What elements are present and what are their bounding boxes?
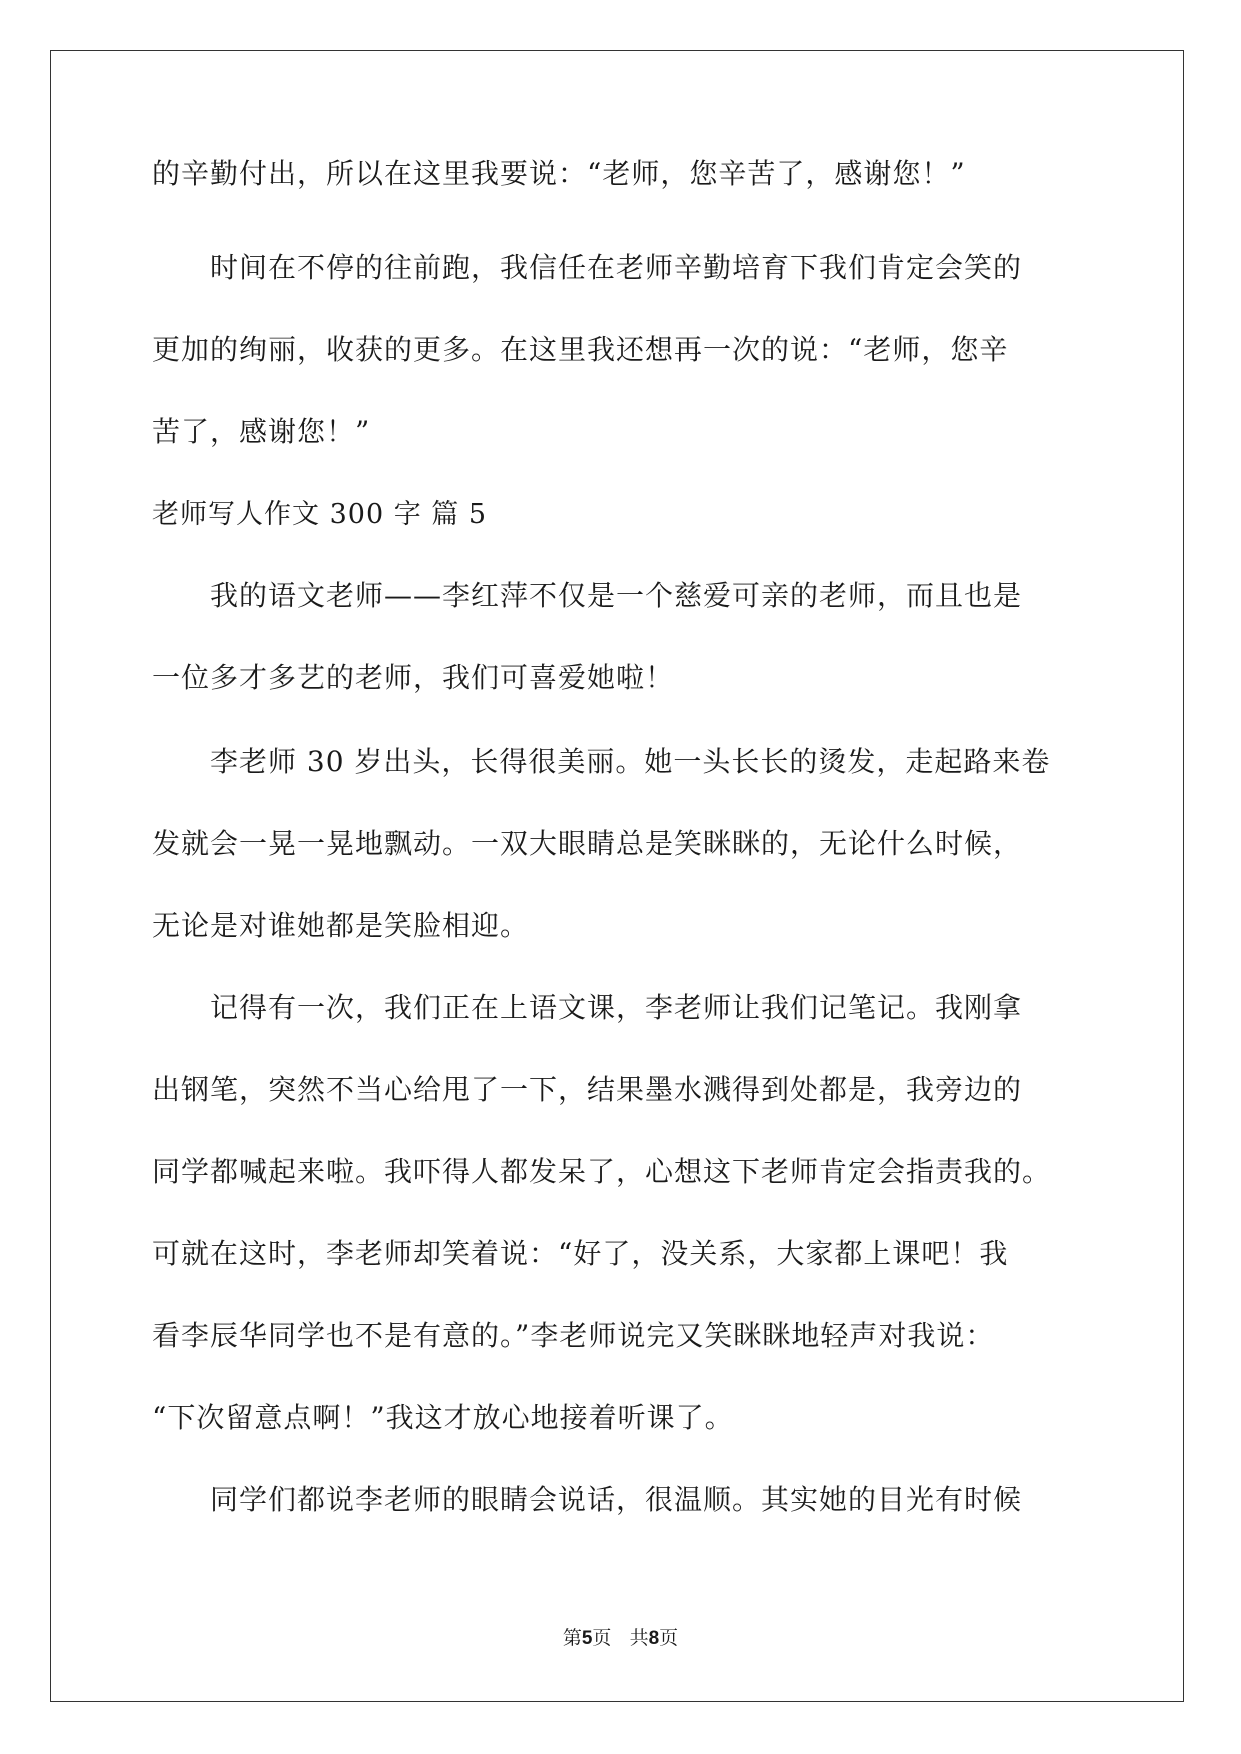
paragraph-line: 可就在这时，李老师却笑着说：“好了，没关系，大家都上课吧！我 bbox=[152, 1237, 1009, 1270]
paragraph-line: 出钢笔，突然不当心给甩了一下，结果墨水溅得到处都是，我旁边的 bbox=[152, 1073, 1023, 1106]
paragraph-line: 李老师 30 岁出头，长得很美丽。她一头长长的烫发，走起路来卷 bbox=[152, 745, 1051, 778]
paragraph-line: 一位多才多艺的老师，我们可喜爱她啦！ bbox=[152, 661, 675, 694]
paragraph-line: 苦了，感谢您！” bbox=[152, 415, 371, 448]
footer-prefix: 第 bbox=[562, 1627, 582, 1649]
page-border bbox=[50, 50, 1184, 1702]
footer-total-suffix: 页 bbox=[659, 1627, 679, 1649]
paragraph-line: 发就会一晃一晃地飘动。一双大眼睛总是笑眯眯的，无论什么时候， bbox=[152, 827, 1023, 860]
section-heading: 老师写人作文 300 字 篇 5 bbox=[152, 499, 488, 530]
paragraph-line: 我的语文老师——李红萍不仅是一个慈爱可亲的老师，而且也是 bbox=[152, 579, 1023, 612]
paragraph-line: 更加的绚丽，收获的更多。在这里我还想再一次的说：“老师，您辛 bbox=[152, 333, 1009, 366]
page-footer bbox=[0, 1626, 1241, 1651]
paragraph-line: 时间在不停的往前跑，我信任在老师辛勤培育下我们肯定会笑的 bbox=[152, 251, 1023, 284]
paragraph-line: “下次留意点啊！”我这才放心地接着听课了。 bbox=[152, 1401, 734, 1434]
footer-page-suffix: 页 bbox=[592, 1627, 612, 1649]
paragraph-line: 同学们都说李老师的眼睛会说话，很温顺。其实她的目光有时候 bbox=[152, 1483, 1023, 1516]
total-pages-number: 8 bbox=[648, 1628, 660, 1649]
current-page-number: 5 bbox=[581, 1628, 593, 1649]
paragraph-line: 同学都喊起来啦。我吓得人都发呆了，心想这下老师肯定会指责我的。 bbox=[152, 1155, 1052, 1188]
footer-total-prefix: 共 bbox=[629, 1627, 649, 1649]
paragraph-line: 无论是对谁她都是笑脸相迎。 bbox=[152, 909, 530, 942]
paragraph-line: 的辛勤付出，所以在这里我要说：“老师，您辛苦了，感谢您！” bbox=[152, 157, 966, 190]
paragraph-line: 记得有一次，我们正在上语文课，李老师让我们记笔记。我刚拿 bbox=[152, 991, 1023, 1024]
paragraph-line: 看李辰华同学也不是有意的。”李老师说完又笑眯眯地轻声对我说： bbox=[152, 1319, 995, 1352]
